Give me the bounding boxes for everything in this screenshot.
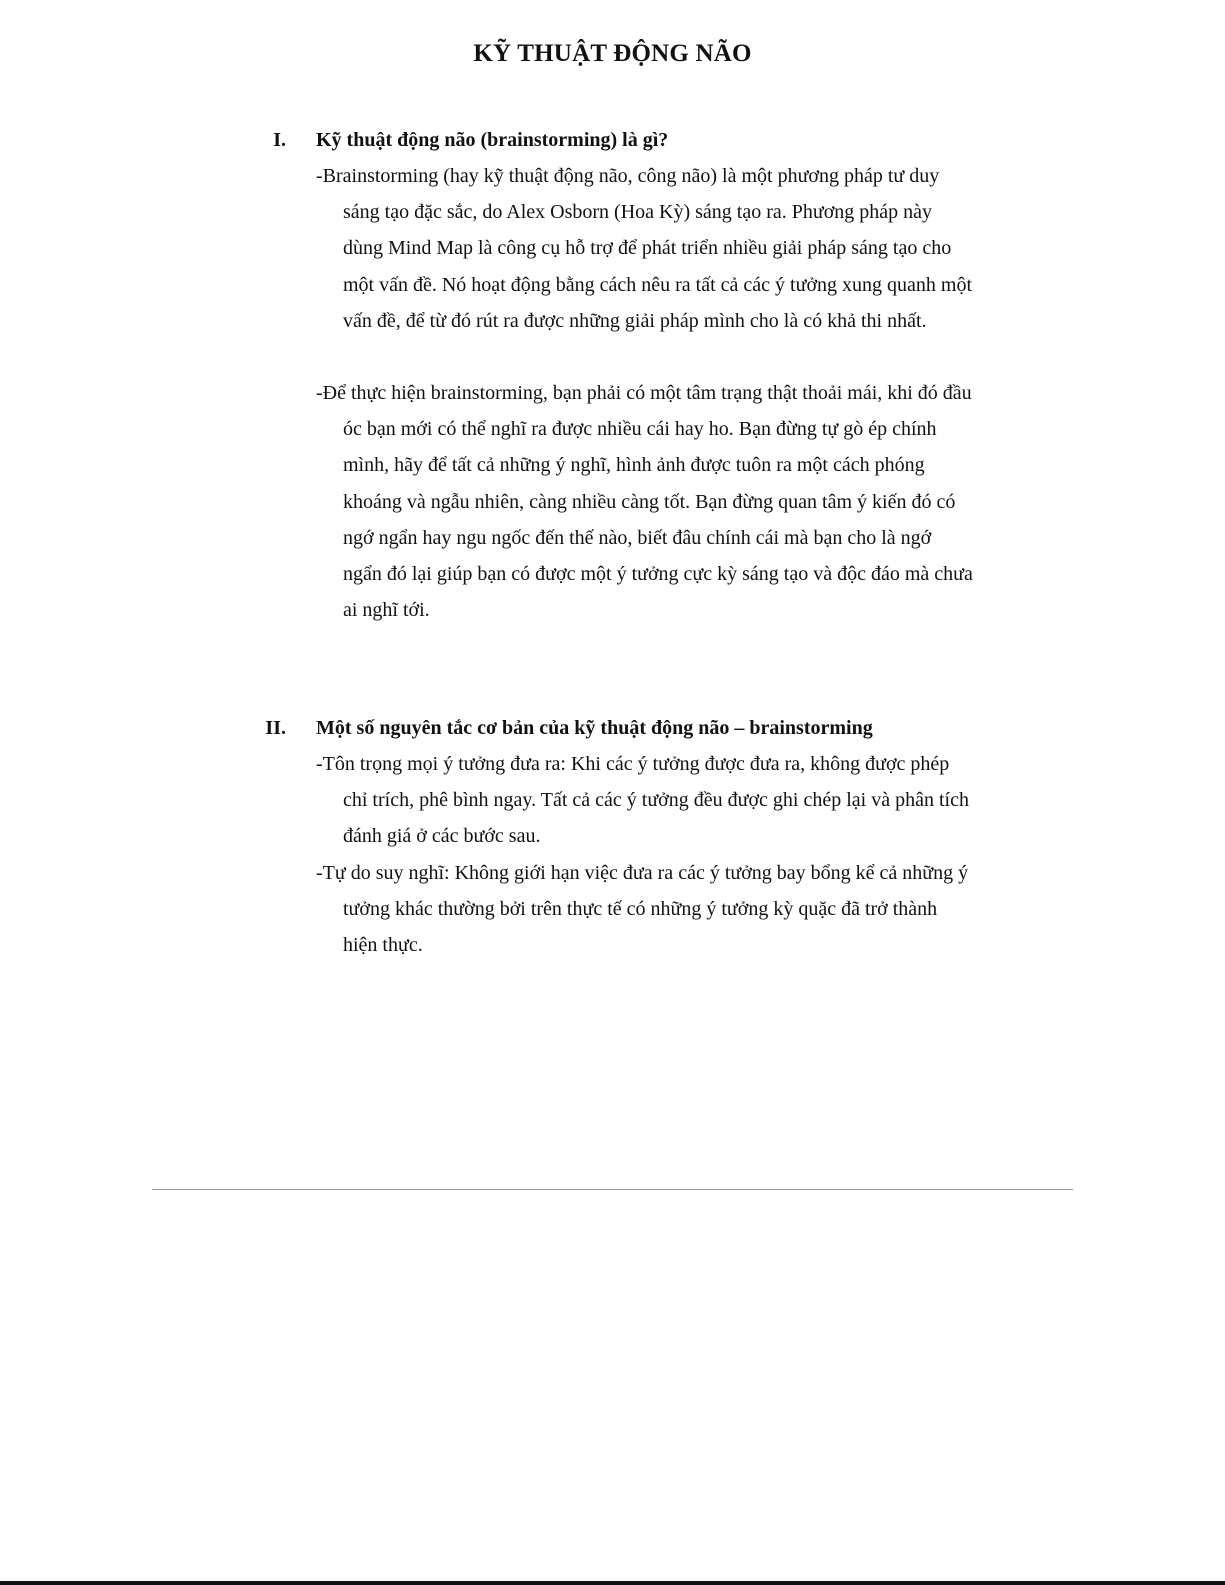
section-2-header <box>0 710 1225 746</box>
paragraph-spacer <box>0 339 1225 375</box>
section-2-paragraph-1: -Tôn trọng mọi ý tưởng đưa ra: Khi các ý tưởng được đưa ra, không được phép chỉ trích, phê bình ngay. Tất cả các ý tưởng đều được ghi chép lại và phân tích đánh giá ở các bước sau. <box>316 753 969 848</box>
section-2-number: II. <box>265 717 286 739</box>
footer-divider <box>152 1189 1073 1190</box>
page-bottom-edge <box>0 1581 1225 1585</box>
section-1-number: I. <box>273 129 286 151</box>
section-1-header <box>0 122 1225 158</box>
document-title: KỸ THUẬT ĐỘNG NÃO <box>473 40 752 67</box>
section-1-paragraph-1: -Brainstorming (hay kỹ thuật động não, công não) là một phương pháp tư duy sáng tạo đặc sắc, do Alex Osborn (Hoa Kỳ) sáng tạo ra. Phương pháp này dùng Mind Map là công cụ hỗ trợ để phát triển nhiều giải pháp sáng tạo cho một vấn đề. Nó hoạt động bằng cách nêu ra tất cả các ý tưởng xung quanh một vấn đề, để từ đó rút ra được những giải pháp mình cho là có khả thi nhất. <box>316 165 973 332</box>
section-1-heading: Kỹ thuật động não (brainstorming) là gì? <box>316 129 669 151</box>
section-1-paragraph-2: -Để thực hiện brainstorming, bạn phải có một tâm trạng thật thoải mái, khi đó đầu óc bạn mới có thể nghĩ ra được nhiều cái hay ho. Bạn đừng tự gò ép chính mình, hãy để tất cả những ý nghĩ, hình ảnh được tuôn ra một cách phóng khoáng và ngẫu nhiên, càng nhiều càng tốt. Bạn đừng quan tâm ý kiến đó có ngớ ngẩn hay ngu ngốc đến thế nào, biết đâu chính cái mà bạn cho là ngớ ngẩn đó lại giúp bạn có được một ý tưởng cực kỳ sáng tạo và độc đáo mà chưa ai nghĩ tới. <box>316 382 973 622</box>
section-2-heading: Một số nguyên tắc cơ bản của kỹ thuật động não – brainstorming <box>316 717 873 739</box>
section-2 <box>0 710 1225 963</box>
section-2-paragraph-2: -Tự do suy nghĩ: Không giới hạn việc đưa ra các ý tưởng bay bổng kể cả những ý tưởng khác thường bởi trên thực tế có những ý tưởng kỳ quặc đã trở thành hiện thực. <box>316 861 969 957</box>
section-1 <box>0 122 1225 628</box>
